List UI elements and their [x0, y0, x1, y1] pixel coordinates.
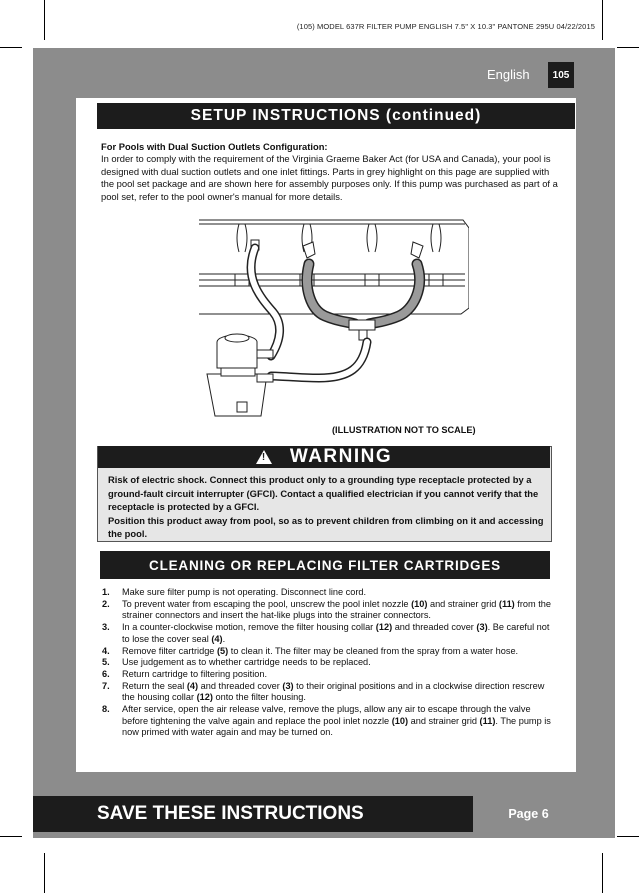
page-number: Page 6: [482, 796, 575, 832]
page-code-badge: 105: [548, 62, 574, 88]
step-number: 6.: [102, 668, 110, 679]
step-number: 8.: [102, 704, 110, 715]
step-text: .: [222, 633, 226, 644]
part-reference: (11): [498, 598, 515, 609]
warning-text: [108, 473, 548, 541]
part-reference: (12): [375, 622, 393, 633]
crop-mark: [44, 0, 45, 40]
cleaning-step: [102, 587, 554, 599]
step-number: 1.: [102, 587, 110, 597]
part-reference: (3): [282, 680, 294, 691]
part-reference: (12): [196, 692, 213, 703]
part-reference: (5): [216, 645, 229, 656]
part-reference: (10): [391, 715, 409, 726]
cleaning-steps-list: [102, 587, 554, 739]
step-text: to their original positions and in a clockwise direction rescrew the housing collar: [122, 680, 545, 703]
step-text: . The pump is now primed with water again and may be turned on.: [122, 715, 551, 738]
step-text: to clean it. The filter may be cleaned from the spray from a water hose.: [228, 645, 519, 656]
warning-triangle-icon: !: [256, 450, 272, 464]
step-text: . Be careful not to lose the cover seal: [122, 622, 550, 644]
step-text: and strainer grid: [427, 598, 499, 609]
crop-mark: [617, 836, 639, 837]
step-number: 3.: [102, 622, 110, 633]
crop-mark: [617, 47, 639, 48]
step-number: 2.: [102, 598, 110, 609]
step-text: and threaded cover: [392, 622, 477, 633]
step-number: 4.: [102, 645, 110, 656]
setup-body: In order to comply with the requirement of the Virginia Graeme Baker Act (for USA and Canada), your pool is designed with dual suction outlets and one inlet fittings. Parts in grey highlight on this page are supplied with the pool set package and are shown here for assembly purposes only. If this pump was purchased as part of a pool set, refer to the pool owner's manual for more details.: [101, 153, 558, 202]
cleaning-step: [102, 704, 554, 739]
cleaning-step: [102, 622, 554, 645]
step-text: onto the filter housing.: [212, 692, 306, 703]
step-text: Use judgement as to whether cartridge needs to be replaced.: [122, 657, 371, 668]
cleaning-step: [102, 669, 554, 681]
cleaning-step: [102, 599, 554, 622]
setup-subtitle: For Pools with Dual Suction Outlets Configuration:: [101, 141, 328, 152]
cleaning-step: [102, 657, 554, 669]
cleaning-step: [102, 681, 554, 704]
crop-mark: [44, 853, 45, 893]
step-text: and threaded cover: [198, 680, 283, 691]
part-reference: (4): [211, 633, 223, 644]
setup-title: SETUP INSTRUCTIONS (continued): [97, 103, 575, 129]
pool-pump-illustration: [199, 218, 469, 423]
part-reference: (4): [186, 680, 199, 691]
cleaning-title: CLEANING OR REPLACING FILTER CARTRIDGES: [100, 551, 550, 579]
step-text: and strainer grid: [408, 715, 480, 726]
crop-mark: [0, 836, 22, 837]
save-instructions-text: SAVE THESE INSTRUCTIONS: [97, 803, 364, 824]
step-number: 7.: [102, 680, 110, 691]
step-number: 5.: [102, 657, 110, 668]
step-text: Remove filter cartridge: [122, 645, 217, 656]
step-text: After service, open the air release valve, remove the plugs, allow any air to escape through the valve before tightening the valve again and replace the pool inlet nozzle: [122, 704, 531, 726]
step-text: Return the seal: [122, 680, 187, 691]
warning-header: [98, 446, 550, 468]
illustration-caption: (ILLUSTRATION NOT TO SCALE): [332, 425, 476, 435]
step-text: from the strainer connectors and insert the hat-like plugs into the strainer connectors.: [122, 598, 552, 621]
crop-mark: [0, 47, 22, 48]
warning-title: WARNING: [289, 446, 393, 467]
part-reference: (3): [476, 622, 488, 633]
print-info: (105) MODEL 637R FILTER PUMP ENGLISH 7.5" X 10.3" PANTONE 295U 04/22/2015: [296, 22, 595, 31]
setup-intro: [101, 141, 563, 203]
step-text: To prevent water from escaping the pool, unscrew the pool inlet nozzle: [122, 598, 412, 609]
crop-mark: [602, 0, 603, 40]
part-reference: (11): [479, 715, 496, 726]
step-text: In a counter-clockwise motion, remove the filter housing collar: [122, 622, 376, 633]
part-reference: (10): [411, 598, 428, 609]
crop-mark: [602, 853, 603, 893]
language-label: English: [487, 67, 530, 82]
step-text: Make sure filter pump is not operating. Disconnect line cord.: [122, 587, 367, 597]
step-text: Return cartridge to filtering position.: [122, 668, 268, 679]
cleaning-step: [102, 646, 554, 658]
warning-line-2: Position this product away from pool, so as to prevent children from climbing on it and accessing the pool.: [108, 514, 544, 540]
save-instructions-banner: [33, 796, 473, 832]
warning-line-1: Risk of electric shock. Connect this product only to a grounding type receptacle protected by a ground-fault circuit interrupter (GFCI). Contact a qualified electrician if you cannot verify that the receptacle is protected by a GFCI.: [108, 474, 539, 513]
